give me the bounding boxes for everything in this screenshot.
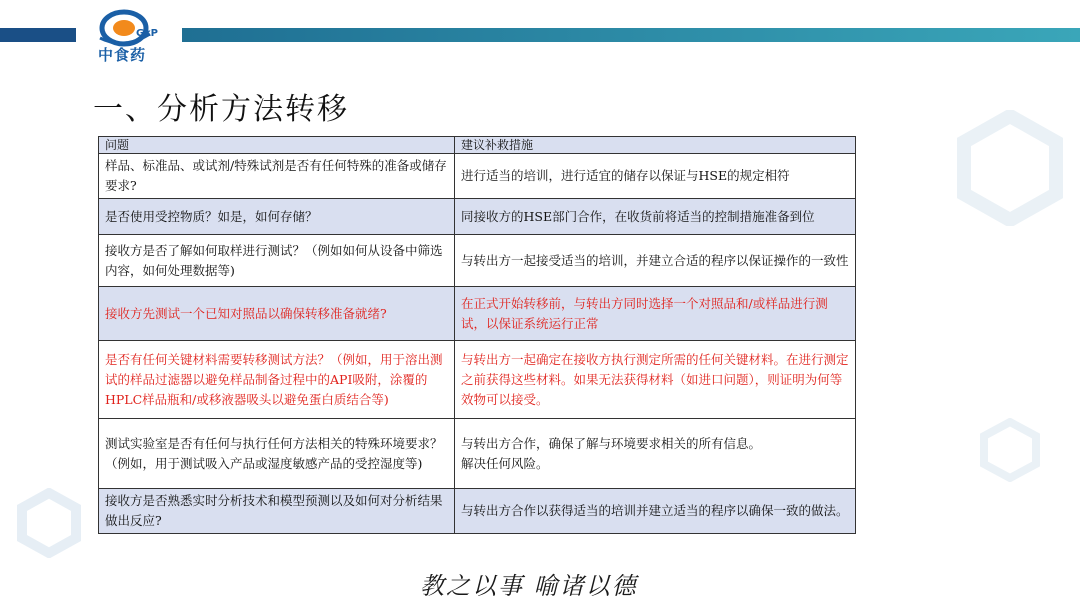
remedy-cell: 与转出方一起接受适当的培训，并建立合适的程序以保证操作的一致性 (455, 235, 856, 287)
question-cell: 样品、标准品、或试剂/特殊试剂是否有任何特殊的准备或储存要求? (99, 154, 455, 199)
hexagon-decoration-icon (14, 488, 84, 558)
table-row (99, 287, 856, 341)
question-cell: 测试实验室是否有任何与执行任何方法相关的特殊环境要求？（例如，用于测试吸入产品或湿度敏感产品的受控湿度等) (99, 419, 455, 489)
remedy-cell: 在正式开始转移前，与转出方同时选择一个对照品和/或样品进行测试，以保证系统运行正常 (455, 287, 856, 341)
logo-name: 中食药 (98, 46, 147, 64)
page-title: 一、分析方法转移 (93, 92, 349, 127)
question-cell: 是否使用受控物质？如是，如何存储？ (99, 199, 455, 235)
remedy-cell: 与转出方一起确定在接收方执行测定所需的任何关键材料。在进行测定之前获得这些材料。如果无法获得材料（如进口问题），则证明为何等效物可以接受。 (455, 341, 856, 419)
table-row (99, 199, 856, 235)
question-cell: 接收方先测试一个已知对照品以确保转移准备就绪? (99, 287, 455, 341)
logo-tag: GxP (136, 28, 158, 39)
table-header-row (99, 137, 856, 154)
transfer-table (98, 136, 856, 534)
table-row (99, 419, 856, 489)
column-header-question: 问题 (99, 137, 455, 154)
remedy-cell: 与转出方合作以获得适当的培训并建立适当的程序以确保一致的做法。 (455, 489, 856, 534)
header-bar-left (0, 28, 76, 42)
question-cell: 是否有任何关键材料需要转移测试方法？（例如，用于溶出测试的样品过滤器以避免样品制备过程中的API吸附，涂覆的HPLC样品瓶和/或移液器吸头以避免蛋白质结合等) (99, 341, 455, 419)
table-row (99, 489, 856, 534)
footer-motto: 教之以事 喻诸以德 (420, 572, 638, 600)
column-header-remedy: 建议补救措施 (455, 137, 856, 154)
table-row (99, 341, 856, 419)
hexagon-decoration-icon (978, 418, 1042, 482)
remedy-cell: 与转出方合作，确保了解与环境要求相关的所有信息。 解决任何风险。 (455, 419, 856, 489)
remedy-cell: 同接收方的HSE部门合作，在收货前将适当的控制措施准备到位 (455, 199, 856, 235)
question-cell: 接收方是否了解如何取样进行测试？（例如如何从设备中筛选内容，如何处理数据等) (99, 235, 455, 287)
table-row (99, 235, 856, 287)
remedy-cell: 进行适当的培训，进行适宜的储存以保证与HSE的规定相符 (455, 154, 856, 199)
hexagon-decoration-icon (952, 110, 1068, 226)
table-row (99, 154, 856, 199)
header-bar-right (182, 28, 1080, 42)
question-cell: 接收方是否熟悉实时分析技术和模型预测以及如何对分析结果做出反应? (99, 489, 455, 534)
